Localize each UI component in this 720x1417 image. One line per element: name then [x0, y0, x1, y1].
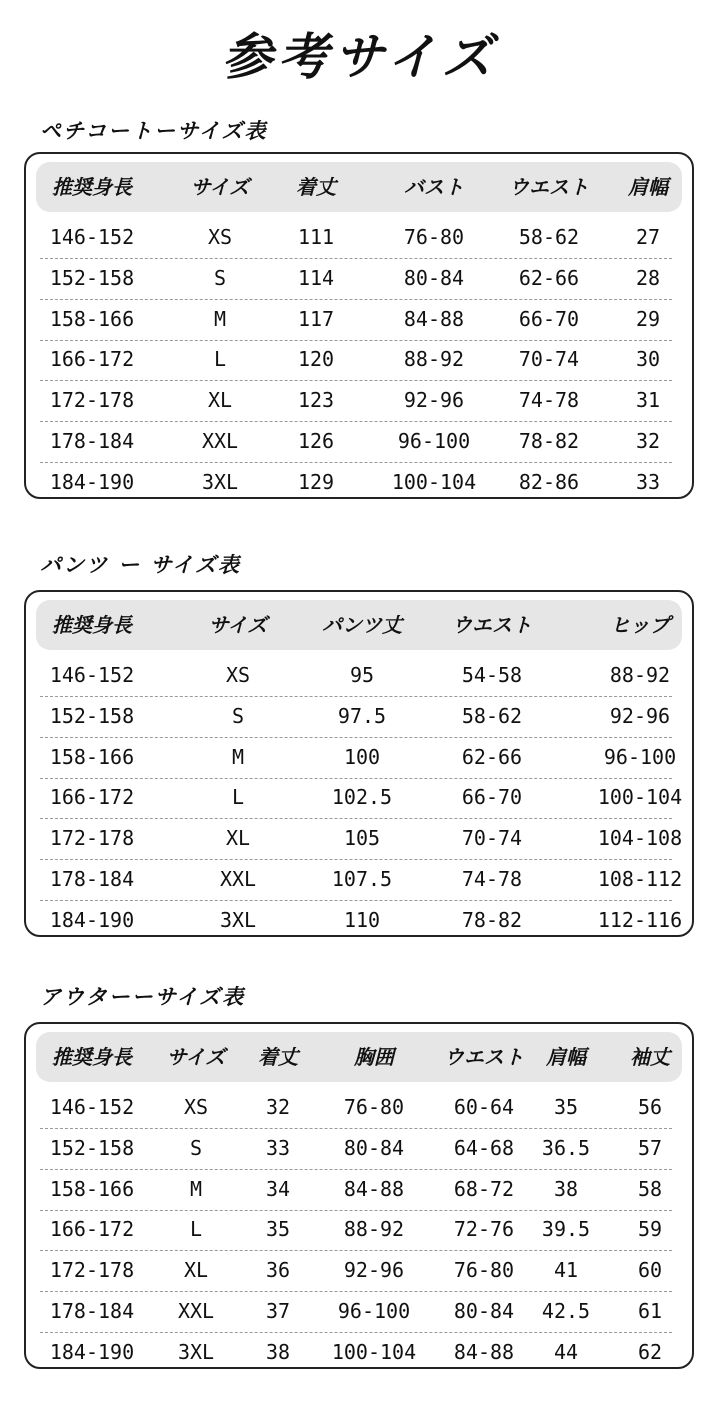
- table-row: [40, 462, 672, 503]
- table-cell: XS: [225, 663, 251, 687]
- column-header: 着丈: [258, 1045, 298, 1069]
- page-title: 参考サイズ: [222, 27, 498, 86]
- table-cell: XS: [207, 225, 233, 249]
- table-cell: L: [189, 1217, 203, 1242]
- table-row: [40, 1209, 672, 1251]
- table-cell: 96-100: [337, 1299, 411, 1323]
- table-cell: 166-172: [49, 1217, 135, 1242]
- table-row: [40, 859, 683, 901]
- pants-size-table-title: パンツ ー サイズ表: [40, 552, 241, 577]
- table-cell: 42.5: [541, 1299, 591, 1323]
- table-cell: 36: [265, 1258, 291, 1283]
- table-cell: 105: [343, 826, 381, 851]
- table-cell: 74-78: [461, 867, 523, 891]
- table-cell: 172-178: [49, 1258, 135, 1283]
- table-cell: 27: [635, 225, 661, 249]
- table-cell: 88-92: [343, 1217, 405, 1242]
- table-cell: S: [213, 265, 227, 290]
- table-cell: 64-68: [453, 1135, 515, 1160]
- table-cell: 100: [343, 744, 381, 769]
- table-cell: 32: [635, 429, 661, 453]
- table-cell: 74-78: [518, 388, 580, 413]
- pants-size-table: [24, 590, 694, 937]
- table-cell: L: [231, 785, 245, 810]
- table-cell: 114: [297, 265, 335, 290]
- table-cell: 35: [265, 1217, 291, 1242]
- table-cell: 184-190: [49, 1339, 135, 1364]
- table-row: [40, 1128, 672, 1170]
- table-cell: 56: [637, 1095, 663, 1119]
- table-cell: 62-66: [518, 265, 580, 290]
- table-cell: XL: [225, 826, 251, 851]
- outer-size-table-title: アウターーサイズ表: [40, 984, 246, 1009]
- table-cell: 38: [265, 1339, 291, 1364]
- table-cell: 32: [265, 1095, 291, 1119]
- table-row: [40, 777, 683, 819]
- table-cell: 96-100: [397, 429, 471, 453]
- table-cell: 96-100: [603, 744, 677, 769]
- table-cell: 62: [637, 1339, 663, 1364]
- table-cell: M: [231, 744, 245, 769]
- table-cell: 178-184: [49, 429, 135, 453]
- petticoat-size-table-title: ペチコートーサイズ表: [40, 118, 268, 143]
- column-header: バスト: [404, 175, 464, 199]
- table-cell: 41: [553, 1258, 579, 1283]
- table-cell: 84-88: [403, 306, 465, 331]
- column-header: 袖丈: [630, 1045, 670, 1069]
- table-cell: 158-166: [49, 744, 135, 769]
- column-header: ウエスト: [452, 613, 532, 637]
- table-cell: 117: [297, 306, 335, 331]
- table-cell: 110: [343, 907, 381, 932]
- table-cell: M: [213, 306, 227, 331]
- table-cell: XXL: [201, 429, 239, 453]
- table-cell: 120: [297, 347, 335, 372]
- table-cell: 39.5: [541, 1217, 591, 1242]
- table-cell: 166-172: [49, 347, 135, 372]
- table-cell: 80-84: [343, 1135, 405, 1160]
- table-row: [40, 818, 683, 860]
- table-cell: 33: [265, 1135, 291, 1160]
- table-cell: 80-84: [403, 265, 465, 290]
- table-row: [40, 696, 672, 738]
- column-header: 推奨身長: [52, 1045, 132, 1069]
- pants-header-row: [36, 600, 682, 650]
- table-cell: 60-64: [453, 1095, 515, 1119]
- table-cell: 33: [635, 469, 661, 494]
- table-row: [40, 1169, 672, 1211]
- table-cell: 28: [635, 265, 661, 290]
- table-cell: 146-152: [49, 663, 135, 687]
- column-header: パンツ丈: [322, 613, 402, 637]
- table-cell: 92-96: [343, 1258, 405, 1283]
- table-cell: 84-88: [453, 1339, 515, 1364]
- table-cell: 82-86: [518, 469, 580, 494]
- table-cell: 76-80: [403, 225, 465, 249]
- table-cell: 184-190: [49, 907, 135, 932]
- table-cell: 35: [553, 1095, 579, 1119]
- table-cell: 92-96: [609, 703, 671, 728]
- table-cell: 58: [637, 1176, 663, 1201]
- table-cell: XXL: [177, 1299, 215, 1323]
- table-cell: 70-74: [518, 347, 580, 372]
- table-row: [40, 421, 672, 463]
- table-cell: M: [189, 1176, 203, 1201]
- table-cell: 123: [297, 388, 335, 413]
- table-row: [40, 1332, 672, 1373]
- table-cell: 3XL: [201, 469, 239, 494]
- table-cell: 158-166: [49, 1176, 135, 1201]
- outer-size-table: [24, 1022, 694, 1369]
- table-cell: 29: [635, 306, 661, 331]
- table-cell: 97.5: [337, 703, 387, 728]
- table-cell: 178-184: [49, 867, 135, 891]
- table-cell: 66-70: [518, 306, 580, 331]
- table-cell: 102.5: [331, 785, 393, 810]
- table-cell: 38: [553, 1176, 579, 1201]
- column-header: サイズ: [190, 175, 250, 199]
- table-cell: 76-80: [343, 1095, 405, 1119]
- column-header: 胸囲: [354, 1045, 394, 1069]
- table-row: [40, 1250, 672, 1292]
- table-cell: S: [189, 1135, 203, 1160]
- table-cell: 58-62: [518, 225, 580, 249]
- column-header: ウエスト: [444, 1045, 524, 1069]
- table-cell: 95: [349, 663, 375, 687]
- table-cell: 58-62: [461, 703, 523, 728]
- table-cell: XXL: [219, 867, 257, 891]
- table-cell: 152-158: [49, 1135, 135, 1160]
- table-cell: 184-190: [49, 469, 135, 494]
- table-row: [40, 737, 677, 779]
- petticoat-size-table: [24, 152, 694, 499]
- table-cell: 104-108: [597, 826, 683, 851]
- table-cell: XL: [207, 388, 233, 413]
- table-cell: 112-116: [597, 907, 683, 932]
- table-cell: XL: [183, 1258, 209, 1283]
- table-row: [40, 900, 683, 941]
- table-cell: 3XL: [219, 907, 257, 932]
- table-cell: 59: [637, 1217, 663, 1242]
- table-cell: 100-104: [597, 785, 683, 810]
- table-cell: 178-184: [49, 1299, 135, 1323]
- table-cell: 129: [297, 469, 335, 494]
- table-row: [40, 339, 672, 381]
- column-header: 肩幅: [628, 175, 668, 199]
- table-cell: 146-152: [49, 225, 135, 249]
- table-cell: 66-70: [461, 785, 523, 810]
- table-cell: 80-84: [453, 1299, 515, 1323]
- table-cell: 152-158: [49, 703, 135, 728]
- table-cell: 88-92: [609, 663, 671, 687]
- table-cell: 88-92: [403, 347, 465, 372]
- outer-header-row: [36, 1032, 682, 1082]
- table-cell: 72-76: [453, 1217, 515, 1242]
- table-cell: 126: [297, 429, 335, 453]
- table-cell: 92-96: [403, 388, 465, 413]
- table-cell: 78-82: [518, 429, 580, 453]
- table-cell: 61: [637, 1299, 663, 1323]
- table-cell: 60: [637, 1258, 663, 1283]
- table-cell: 44: [553, 1339, 579, 1364]
- table-cell: 100-104: [331, 1339, 417, 1364]
- table-cell: 146-152: [49, 1095, 135, 1119]
- table-row: [40, 1291, 672, 1333]
- table-cell: 76-80: [453, 1258, 515, 1283]
- table-cell: 84-88: [343, 1176, 405, 1201]
- column-header: ヒップ: [610, 613, 670, 637]
- table-cell: 108-112: [597, 867, 683, 891]
- table-row: [40, 258, 672, 300]
- table-row: [40, 655, 672, 697]
- column-header: サイズ: [208, 613, 268, 637]
- table-cell: 31: [635, 388, 661, 413]
- column-header: サイズ: [166, 1045, 226, 1069]
- column-header: 推奨身長: [52, 613, 132, 637]
- table-cell: 68-72: [453, 1176, 515, 1201]
- table-cell: 111: [297, 225, 335, 249]
- table-cell: L: [213, 347, 227, 372]
- table-row: [40, 217, 672, 259]
- column-header: 推奨身長: [52, 175, 132, 199]
- table-cell: 34: [265, 1176, 291, 1201]
- table-cell: 62-66: [461, 744, 523, 769]
- table-cell: 158-166: [49, 306, 135, 331]
- column-header: 着丈: [296, 175, 336, 199]
- column-header: 肩幅: [546, 1045, 586, 1069]
- column-header: ウエスト: [509, 175, 589, 199]
- table-cell: 54-58: [461, 663, 523, 687]
- table-cell: 100-104: [391, 469, 477, 494]
- table-cell: 78-82: [461, 907, 523, 932]
- petticoat-header-row: [36, 162, 682, 212]
- table-row: [40, 380, 672, 422]
- table-row: [40, 299, 672, 341]
- table-cell: 107.5: [331, 867, 393, 891]
- table-cell: 172-178: [49, 388, 135, 413]
- table-cell: XS: [183, 1095, 209, 1119]
- table-cell: 30: [635, 347, 661, 372]
- table-row: [40, 1087, 672, 1129]
- table-cell: 152-158: [49, 265, 135, 290]
- table-cell: 3XL: [177, 1339, 215, 1364]
- table-cell: 172-178: [49, 826, 135, 851]
- table-cell: 57: [637, 1135, 663, 1160]
- table-cell: 70-74: [461, 826, 523, 851]
- table-cell: 166-172: [49, 785, 135, 810]
- table-cell: S: [231, 703, 245, 728]
- table-cell: 37: [265, 1299, 291, 1323]
- table-cell: 36.5: [541, 1135, 591, 1160]
